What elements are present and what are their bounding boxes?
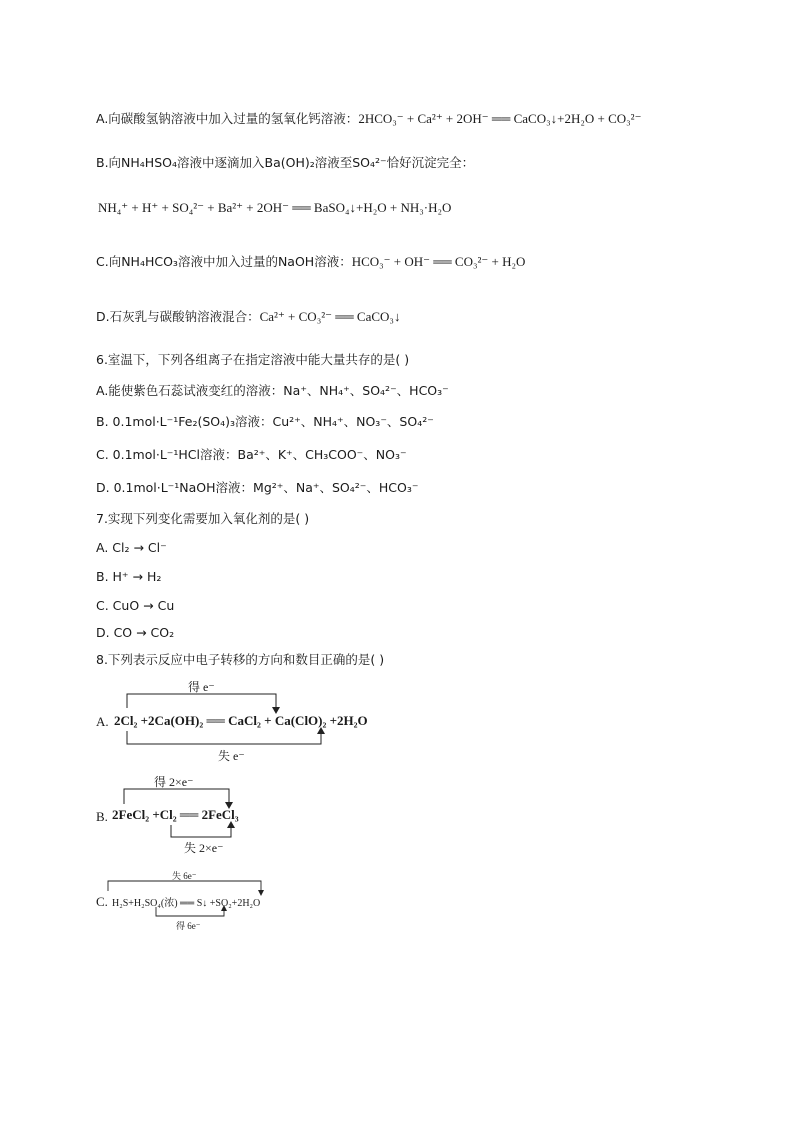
q8-c-letter: C. [96, 894, 108, 909]
q8-b-lose-label: 失 2×e⁻ [184, 841, 224, 855]
q5-option-a [96, 111, 641, 127]
q8-a-gain-label: 得 e⁻ [188, 680, 215, 694]
q5-option-d-equation: Ca²⁺ + CO₃²⁻ ══ CaCO₃↓ [259, 309, 401, 324]
q8-a-equation: 2Cl₂ +2Ca(OH)₂ ══ CaCl₂ + Ca(ClO)₂ +2H₂O [114, 713, 368, 728]
q8-b-equation: 2FeCl₂ +Cl₂ ══ 2FeCl₃ [112, 807, 239, 822]
q7-option-b: B. H⁺ → H₂ [96, 569, 162, 584]
q5-option-c-equation: HCO₃⁻ + OH⁻ ══ CO₃²⁻ + H₂O [351, 254, 526, 269]
q7-stem: 7.实现下列变化需要加入氧化剂的是( ) [96, 511, 310, 526]
q7-option-a: A. Cl₂ → Cl⁻ [96, 540, 167, 555]
q6-stem: 6.室温下，下列各组离子在指定溶液中能大量共存的是( ) [96, 352, 410, 367]
q5-option-a-text: A.向碳酸氢钠溶液中加入过量的氢氧化钙溶液： [96, 111, 359, 126]
q6-option-c: C. 0.1mol·L⁻¹HCl溶液：Ba²⁺、K⁺、CH₃COO⁻、NO₃⁻ [96, 447, 407, 462]
q6-option-a: A.能使紫色石蕊试液变红的溶液：Na⁺、NH₄⁺、SO₄²⁻、HCO₃⁻ [96, 383, 449, 398]
q5-option-d-text: D.石灰乳与碳酸钠溶液混合： [96, 309, 260, 324]
q8-b-letter: B. [96, 809, 108, 824]
q8-a-lose-label: 失 e⁻ [218, 749, 245, 763]
q8-option-b-diagram [96, 772, 296, 857]
q5-option-c-text: C.向NH₄HCO₃溶液中加入过量的NaOH溶液： [96, 254, 352, 269]
q8-c-equation: H₂S+H₂SO₄(浓) ══ S↓ +SO₂+2H₂O [112, 898, 261, 909]
q8-c-lose-label: 失 6e⁻ [172, 871, 197, 881]
q5-option-d [96, 309, 400, 325]
q8-option-a-diagram [96, 676, 426, 766]
q5-option-b-equation: NH₄⁺ + H⁺ + SO₄²⁻ + Ba²⁺ + 2OH⁻ ══ BaSO₄↓+H₂O + NH₃·H₂O [98, 200, 452, 215]
q5-option-c [96, 254, 525, 270]
q5-option-b: B.向NH₄HSO₄溶液中逐滴加入Ba(OH)₂溶液至SO₄²⁻恰好沉淀完全： [96, 155, 475, 170]
q8-a-letter: A. [96, 714, 109, 729]
q7-option-d: D. CO → CO₂ [96, 625, 175, 640]
q6-option-b: B. 0.1mol·L⁻¹Fe₂(SO₄)₃溶液：Cu²⁺、NH₄⁺、NO₃⁻、SO₄²⁻ [96, 414, 434, 429]
q8-stem: 8.下列表示反应中电子转移的方向和数目正确的是( ) [96, 652, 385, 667]
q8-b-gain-label: 得 2×e⁻ [154, 775, 194, 789]
q5-option-a-equation: 2HCO₃⁻ + Ca²⁺ + 2OH⁻ ══ CaCO₃↓+2H₂O + CO₃²⁻ [358, 111, 642, 126]
q7-option-c: C. CuO → Cu [96, 598, 175, 613]
q6-option-d: D. 0.1mol·L⁻¹NaOH溶液：Mg²⁺、Na⁺、SO₄²⁻、HCO₃⁻ [96, 480, 419, 495]
q8-option-c-diagram [96, 866, 316, 936]
q8-c-gain-label: 得 6e⁻ [176, 921, 201, 931]
